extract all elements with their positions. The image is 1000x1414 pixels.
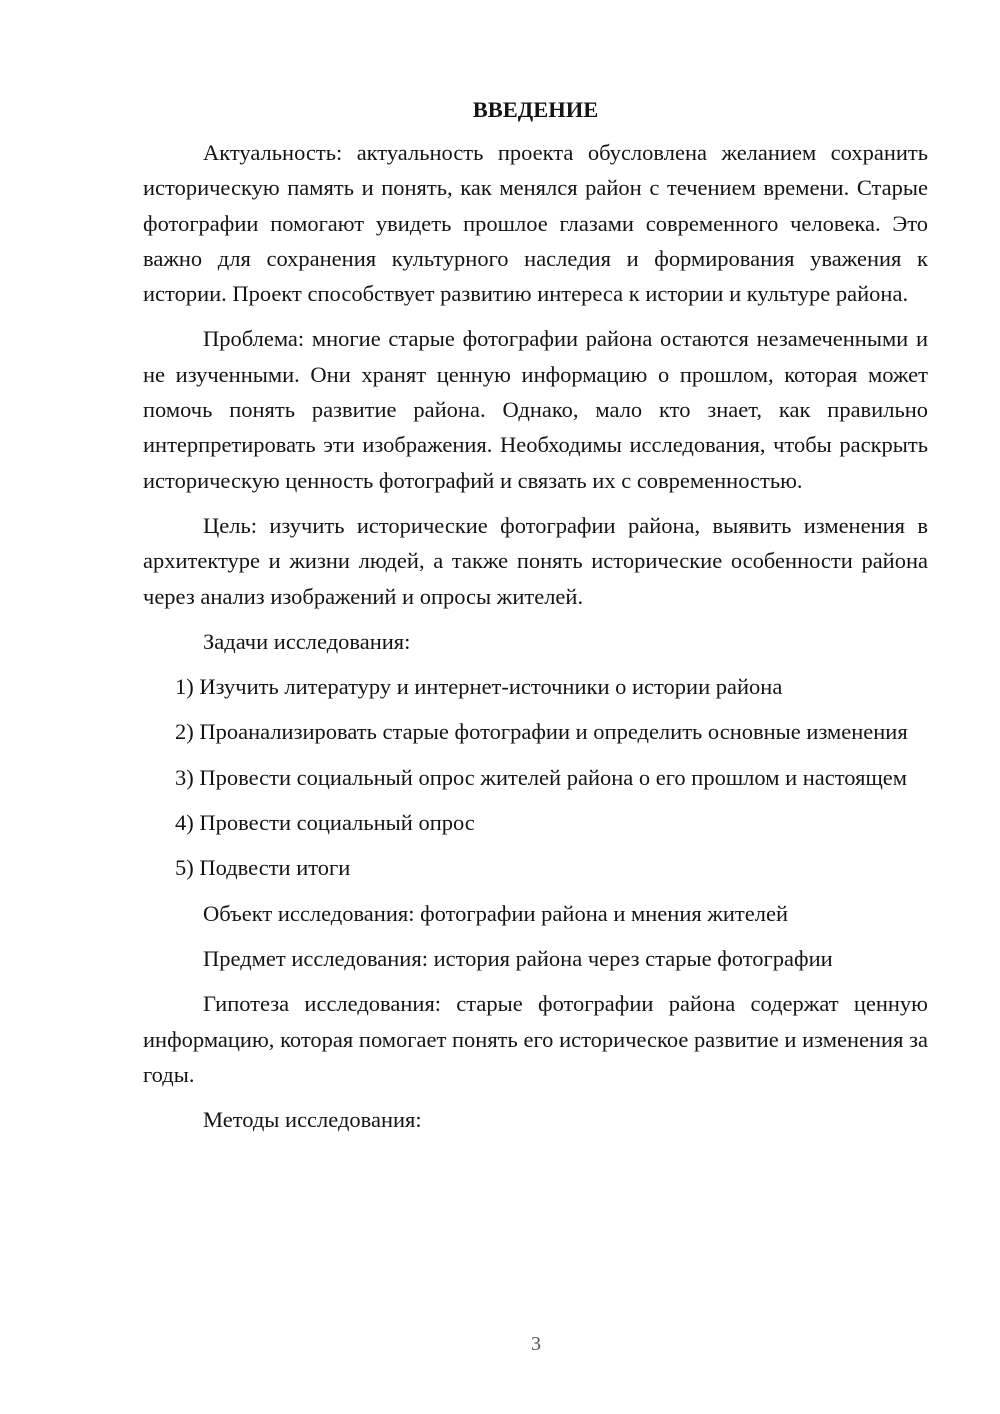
paragraph-problem: Проблема: многие старые фотографии района остаются незамеченными и не изученными. Они хранят ценную информацию о прошлом, которая может помочь понять развитие района. Однако, мало кто знает, как правильно интерпретировать эти изображения. Необходимы исследования, чтобы раскрыть историческую ценность фотографий и связать их с современностью.: [143, 326, 928, 493]
paragraph-relevance: Актуальность: актуальность проекта обусловлена желанием сохранить историческую память и понять, как менялся район с течением времени. Старые фотографии помогают увидеть прошлое глазами современного человека. Это важно для сохранения культурного наследия и формирования уважения к истории. Проект способствует развитию интереса к истории и культуре района.: [143, 140, 928, 307]
section-title: ВВЕДЕНИЕ: [472, 97, 599, 122]
page-number: 3: [531, 1333, 541, 1355]
task-item-3: 3) Провести социальный опрос жителей района о его прошлом и настоящем: [175, 764, 908, 790]
task-item-2: 2) Проанализировать старые фотографии и определить основные изменения: [175, 719, 908, 745]
page-content: [143, 92, 928, 1147]
paragraph-goal: Цель: изучить исторические фотографии района, выявить изменения в архитектуре и жизни людей, а также понять исторические особенности района через анализ изображений и опросы жителей.: [143, 512, 928, 609]
paragraph-object: Объект исследования: фотографии района и мнения жителей: [203, 900, 788, 926]
paragraph-methods: Методы исследования:: [203, 1107, 422, 1133]
paragraph-subject: Предмет исследования: история района через старые фотографии: [203, 945, 833, 971]
tasks-heading: Задачи исследования:: [203, 628, 411, 654]
paragraph-hypothesis: Гипотеза исследования: старые фотографии района содержат ценную информацию, которая помогает понять его историческое развитие и изменения за годы.: [143, 991, 928, 1087]
task-item-5: 5) Подвести итоги: [175, 855, 351, 881]
task-item-4: 4) Провести социальный опрос: [175, 810, 475, 836]
task-item-1: 1) Изучить литературу и интернет-источники о истории района: [175, 674, 783, 700]
